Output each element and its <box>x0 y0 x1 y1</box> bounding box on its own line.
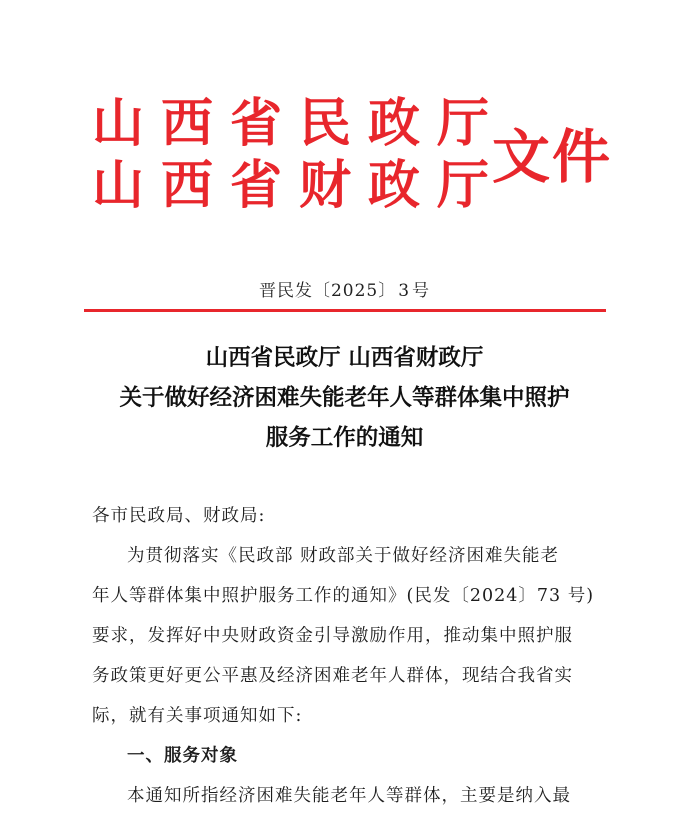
title-line-3: 服务工作的通知 <box>265 425 424 451</box>
paragraph-line: 为贯彻落实《民政部 财政部关于做好经济困难失能老 <box>127 546 560 566</box>
title-line-2: 关于做好经济困难失能老年人等群体集中照护 <box>119 385 570 411</box>
doc-number-value: 3 <box>398 281 411 301</box>
issuer-finance: 山西省财政厅 <box>92 155 507 216</box>
issuer-civil-affairs: 山西省民政厅 <box>92 93 507 154</box>
red-separator-line <box>84 309 606 312</box>
document-suffix: 文件 <box>492 123 613 191</box>
title-line-1: 山西省民政厅 山西省财政厅 <box>205 345 484 371</box>
paragraph-line: 年人等群体集中照护服务工作的通知》(民发〔2024〕73 号) <box>92 586 595 606</box>
paragraph-line: 本通知所指经济困难失能老年人等群体，主要是纳入最 <box>127 786 571 806</box>
document-body <box>92 496 612 816</box>
red-masthead <box>92 92 612 222</box>
doc-number-suffix: 号 <box>412 281 431 301</box>
doc-number-prefix: 晋民发 <box>258 281 313 301</box>
document-number <box>0 276 689 301</box>
document-title <box>0 338 689 458</box>
section-heading: 一、服务对象 <box>127 746 238 766</box>
doc-number-year: 〔2025〕 <box>312 281 397 301</box>
addressee: 各市民政局、财政局: <box>92 506 266 526</box>
paragraph-line: 际，就有关事项通知如下: <box>92 706 303 726</box>
paragraph-line: 要求，发挥好中央财政资金引导激励作用，推动集中照护服 <box>92 626 573 646</box>
paragraph-line: 务政策更好更公平惠及经济困难老年人群体，现结合我省实 <box>92 666 573 686</box>
